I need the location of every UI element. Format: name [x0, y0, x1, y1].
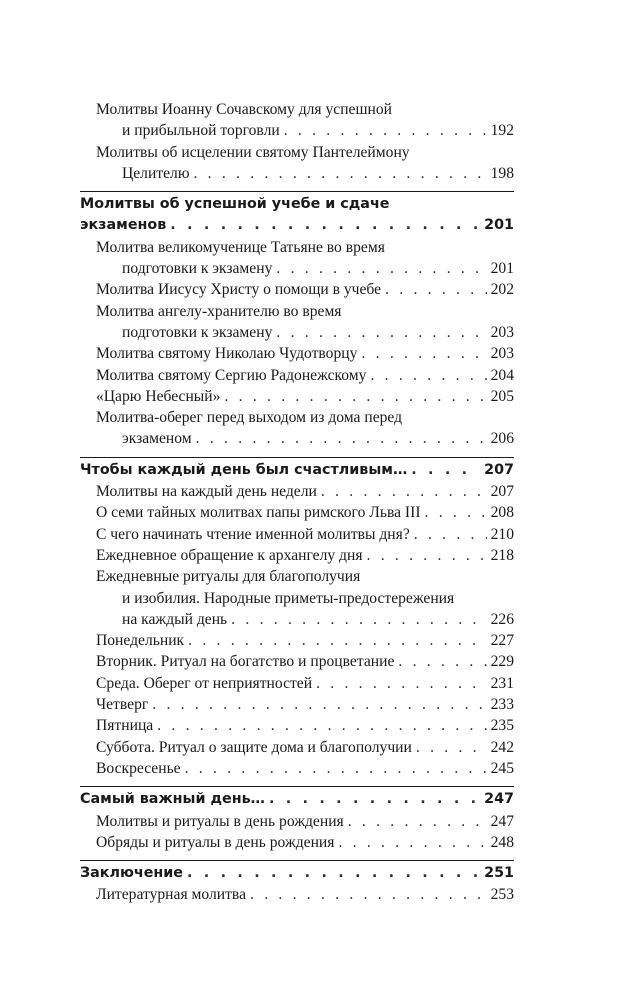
dot-leader	[367, 545, 487, 566]
toc-entry	[80, 407, 514, 428]
toc-entry	[80, 322, 514, 343]
dot-leader	[276, 258, 486, 279]
toc-entry-title: Понедельник	[96, 632, 185, 650]
toc-entry	[80, 258, 514, 279]
toc-page-number: 247	[484, 791, 514, 808]
dot-leader	[416, 737, 487, 758]
toc-entry	[80, 481, 514, 502]
toc-entry-title: «Царю Небесный»	[96, 387, 221, 405]
toc-entry	[80, 673, 514, 694]
toc-entry	[80, 365, 514, 386]
toc-entry	[80, 651, 514, 672]
toc-entry-title: Суббота. Ритуал о защите дома и благополучии	[96, 738, 412, 756]
toc-entry-title: Молитвы Иоанну Сочавскому для успешной	[96, 101, 392, 118]
toc-entry	[80, 811, 514, 832]
toc-entry	[80, 758, 514, 779]
toc-page-number: 204	[490, 366, 514, 384]
toc-page-number: 203	[490, 323, 514, 341]
toc-entry-title: Целителю	[122, 164, 190, 182]
toc-entry	[80, 386, 514, 407]
dot-leader	[196, 428, 487, 449]
dot-leader	[425, 502, 487, 523]
toc-entry	[80, 301, 514, 322]
dot-leader	[250, 884, 487, 905]
toc-page-number: 248	[490, 833, 514, 851]
toc-entry	[80, 502, 514, 523]
toc-page-number: 242	[490, 738, 514, 756]
dot-leader	[321, 481, 487, 502]
toc-page-number: 227	[490, 632, 514, 650]
dot-leader	[157, 715, 486, 736]
toc-entry-title: Молитва святому Николаю Чудотворцу	[96, 345, 358, 363]
toc-page-number: 192	[490, 122, 514, 140]
table-of-contents	[80, 99, 514, 906]
dot-leader	[170, 215, 480, 236]
toc-page-number: 201	[484, 217, 514, 234]
toc-page-number: 245	[490, 759, 514, 777]
toc-page-number: 235	[490, 717, 514, 735]
toc-section-heading	[80, 860, 514, 884]
toc-entry	[80, 545, 514, 566]
toc-entry	[80, 694, 514, 715]
toc-entry	[80, 428, 514, 449]
dot-leader	[185, 758, 487, 779]
toc-page-number: 247	[490, 812, 514, 830]
dot-leader	[269, 789, 480, 810]
toc-entry	[80, 279, 514, 300]
dot-leader	[152, 694, 486, 715]
dot-leader	[316, 673, 487, 694]
toc-page-number: 253	[490, 886, 514, 904]
dot-leader	[276, 322, 486, 343]
toc-page-number: 210	[490, 525, 514, 543]
toc-page-number: 207	[490, 483, 514, 501]
toc-page-number: 233	[490, 696, 514, 714]
toc-page-number: 201	[490, 260, 514, 278]
dot-leader	[411, 460, 480, 481]
toc-entry-title: Молитва-оберег перед выходом из дома перед	[96, 409, 403, 427]
toc-entry-title: О семи тайных молитвах папы римского Льва III	[96, 504, 421, 522]
toc-page-number: 202	[490, 281, 514, 299]
toc-entry-title: Четверг	[96, 696, 149, 714]
toc-entry	[80, 715, 514, 736]
toc-entry-title: Воскресенье	[96, 759, 181, 777]
dot-leader	[370, 365, 486, 386]
dot-leader	[193, 163, 486, 184]
toc-section-title: Заключение	[80, 865, 183, 882]
toc-section-title: Чтобы каждый день был счастливым…	[80, 461, 408, 478]
toc-entry-title: Молитвы на каждый день недели	[96, 483, 317, 501]
toc-entry	[80, 884, 514, 905]
toc-entry-title: Молитва Иисусу Христу о помощи в учебе	[96, 281, 382, 299]
toc-entry-title: Молитва ангелу-хранителю во время	[96, 302, 342, 320]
toc-section-heading	[80, 215, 514, 236]
toc-entry	[80, 120, 514, 141]
toc-page-number: 208	[490, 504, 514, 522]
toc-page-number: 205	[490, 387, 514, 405]
toc-entry-title: Молитва святому Сергию Радонежскому	[96, 366, 367, 384]
toc-entry-title: и прибыльной торговли	[122, 122, 280, 140]
dot-leader	[338, 832, 486, 853]
toc-entry-title: подготовки к экзамену	[122, 323, 273, 341]
toc-entry	[80, 630, 514, 651]
toc-section-heading	[80, 457, 514, 481]
toc-page-number: 251	[484, 865, 514, 882]
toc-entry-title: Молитвы об исцелении святому Пантелеймону	[96, 143, 410, 161]
toc-entry-title: Ежедневное обращение к архангелу дня	[96, 546, 363, 564]
toc-entry-title: Молитвы и ритуалы в день рождения	[96, 812, 344, 830]
toc-entry-title: Вторник. Ритуал на богатство и процветание	[96, 653, 395, 671]
toc-section-title: Молитвы об успешной учебе и сдаче	[80, 196, 390, 213]
toc-entry-title: Обряды и ритуалы в день рождения	[96, 833, 335, 851]
toc-entry	[80, 737, 514, 758]
dot-leader	[224, 386, 486, 407]
toc-page-number: 203	[490, 345, 514, 363]
dot-leader	[398, 651, 486, 672]
toc-entry-title: на каждый день	[122, 610, 228, 628]
toc-section-heading	[80, 191, 514, 215]
toc-section-title: экзаменов	[80, 217, 167, 234]
toc-entry-title: подготовки к экзамену	[122, 260, 273, 278]
toc-entry	[80, 142, 514, 163]
toc-page-number: 229	[490, 653, 514, 671]
toc-entry	[80, 99, 514, 120]
toc-entry	[80, 524, 514, 545]
toc-entry	[80, 163, 514, 184]
toc-page-number: 198	[490, 164, 514, 182]
toc-page-number: 218	[490, 546, 514, 564]
toc-entry	[80, 588, 514, 609]
dot-leader	[414, 524, 487, 545]
toc-page-number: 231	[490, 674, 514, 692]
toc-page-number: 226	[490, 610, 514, 628]
toc-entry	[80, 237, 514, 258]
toc-page-number: 206	[490, 430, 514, 448]
dot-leader	[348, 811, 487, 832]
toc-entry	[80, 609, 514, 630]
dot-leader	[284, 120, 487, 141]
dot-leader	[231, 609, 486, 630]
toc-entry-title: Литературная молитва	[96, 886, 246, 904]
toc-entry	[80, 566, 514, 587]
dot-leader	[187, 863, 480, 884]
toc-entry-title: Пятница	[96, 717, 154, 735]
dot-leader	[385, 279, 487, 300]
toc-section-heading	[80, 786, 514, 810]
toc-entry-title: Ежедневные ритуалы для благополучия	[96, 568, 361, 586]
toc-entry	[80, 343, 514, 364]
toc-entry-title: и изобилия. Народные приметы-предостережения	[122, 589, 455, 607]
toc-entry	[80, 832, 514, 853]
toc-entry-title: экзаменом	[122, 430, 192, 448]
toc-entry-title: С чего начинать чтение именной молитвы дня?	[96, 525, 410, 543]
toc-entry-title: Среда. Оберег от неприятностей	[96, 674, 313, 692]
dot-leader	[361, 343, 486, 364]
toc-page-number: 207	[484, 461, 514, 478]
dot-leader	[188, 630, 486, 651]
toc-section-title: Самый важный день…	[80, 791, 265, 808]
toc-entry-title: Молитва великомученице Татьяне во время	[96, 238, 385, 256]
